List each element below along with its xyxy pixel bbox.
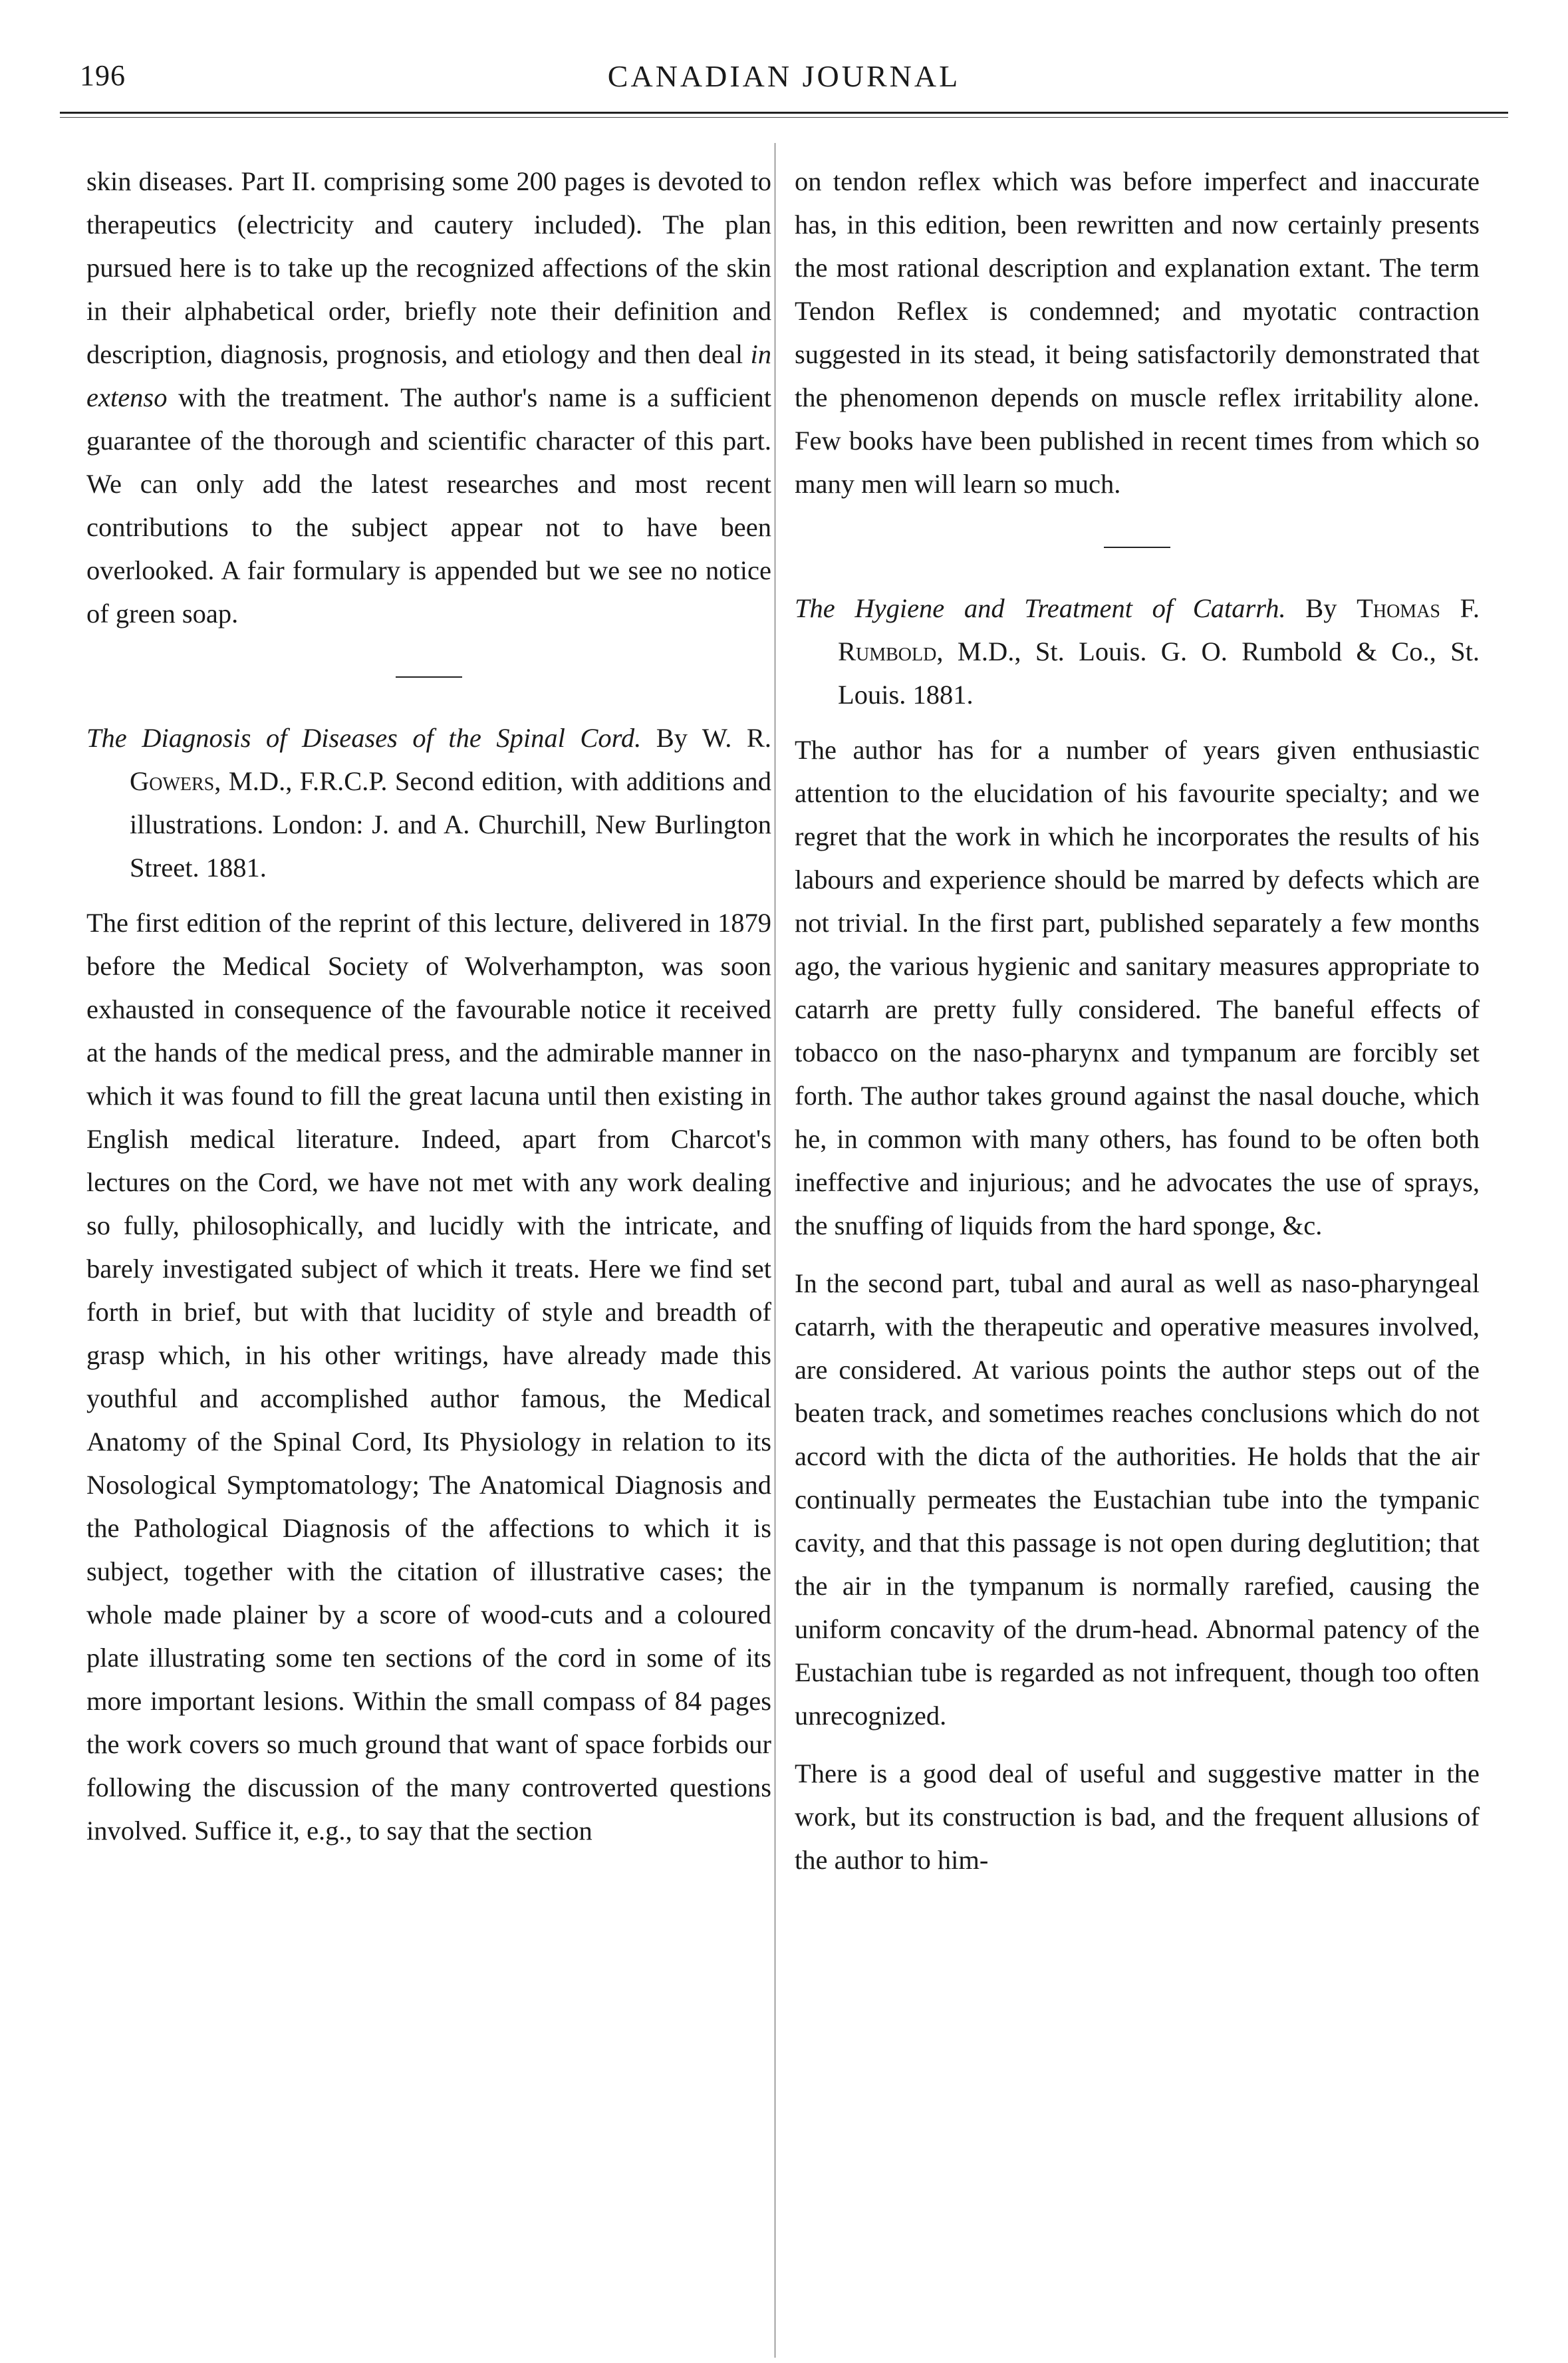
page-header	[53, 59, 1515, 118]
section-separator	[1104, 547, 1170, 548]
header-rule-thin	[60, 117, 1508, 118]
review-publication: , M.D., St. Louis. G. O. Rumbold & Co., St. Louis. 1881.	[838, 636, 1480, 710]
review-title: The Hygiene and Treatment of Catarrh.	[795, 593, 1286, 623]
review-heading-catarrh	[795, 587, 1480, 716]
section-separator	[396, 676, 462, 678]
right-paragraph-1: on tendon reflex which was before imperfect and inaccurate has, in this edition, been rewritten and now certainly presents the most rational description and explanation extant. The term Tendon Reflex is condemned; and myotatic contraction suggested in its stead, it being satisfactorily demonstrated that the phenomenon depends on muscle reflex irritability alone. Few books have been published in recent times from which so many men will learn so much.	[795, 166, 1480, 499]
page-number: 196	[80, 59, 126, 92]
right-paragraph-4: There is a good deal of useful and suggestive matter in the work, but its construction is bad, and the frequent allusions of the author to him-	[795, 1758, 1480, 1875]
text-run: By	[1285, 593, 1357, 623]
right-column	[795, 160, 1480, 1881]
text-run: By W. R.	[641, 723, 771, 753]
right-paragraph-3: In the second part, tubal and aural as well as naso-pharyngeal catarrh, with the therapeutic and operative measures involved, are considered. At various points the author steps out of the beaten track, and sometimes reaches conclusions which do not accord with the dicta of the authorities. He holds that the air continually permeates the Eustachian tube into the tympanic cavity, and that this passage is not open during deglutition; that the air in the tympanum is normally rarefied, causing the uniform concavity of the drum-head. Abnormal patency of the Eustachian tube is regarded as not infrequent, though too often unrecognized.	[795, 1268, 1480, 1731]
review-author: Thomas F. Rumbold	[838, 593, 1480, 666]
left-paragraph-1	[86, 160, 771, 635]
italic-run: in extenso	[86, 339, 771, 412]
left-column	[86, 160, 771, 1852]
review-author: Gowers	[130, 766, 215, 796]
journal-title: CANADIAN JOURNAL	[607, 59, 961, 93]
review-heading-spinal-cord	[86, 716, 771, 889]
left-paragraph-2: The first edition of the reprint of this lecture, delivered in 1879 before the Medical Society of Wolverhampton, was soon exhausted in consequence of the favourable notice it received at the hands of the medical press, and the admirable manner in which it was found to fill the great lacuna until then existing in English medical literature. Indeed, apart from Charcot's lectures on the Cord, we have not met with any work dealing so fully, philosophically, and lucidly with the intricate, and barely investigated subject of which it treats. Here we find set forth in brief, but with that lucidity of style and breadth of grasp which, in his other writings, have already made this youthful and accomplished author famous, the Medical Anatomy of the Spinal Cord, Its Physiology in relation to its Nosological Symptomatology; The Anatomical Diagnosis and the Pathological Diagnosis of the affections to which it is subject, together with the citation of illustrative cases; the whole made plainer by a score of wood-cuts and a coloured plate illustrating some ten sections of the cord in some of its more important lesions. Within the small compass of 84 pages the work covers so much ground that want of space forbids our following the discussion of the many controverted questions involved. Suffice it, e.g., to say that the section	[86, 908, 771, 1846]
review-title: The Diagnosis of Diseases of the Spinal Cord.	[86, 723, 642, 753]
right-paragraph-2: The author has for a number of years given enthusiastic attention to the elucidation of his favourite specialty; and we regret that the work in which he incorporates the results of his labours and experience should be marred by defects which are not trivial. In the first part, published separately a few months ago, the various hygienic and sanitary measures appropriate to catarrh are pretty fully considered. The baneful effects of tobacco on the naso-pharynx and tympanum are forcibly set forth. The author takes ground against the nasal douche, which he, in common with many others, has found to be often both ineffective and injurious; and he advocates the use of sprays, the snuffing of liquids from the hard sponge, &c.	[795, 735, 1480, 1240]
text-run: with the treatment. The author's name is a sufficient guarantee of the thorough and scientific character of this part. We can only add the latest researches and most recent contributions to the subject appear not to have been overlooked. A fair formulary is appended but we see no notice of green soap.	[86, 382, 771, 628]
text-run: skin diseases. Part II. comprising some 200 pages is devoted to therapeutics (electricity and cautery included). The plan pursued here is to take up the recognized affections of the skin in their alphabetical order, briefly note their definition and description, diagnosis, prognosis, and etiology and then deal	[86, 166, 771, 369]
header-rule	[60, 112, 1508, 114]
review-publication: , M.D., F.R.C.P. Second edition, with additions and illustrations. London: J. and A. Churchill, New Burlington Street. 1881.	[130, 766, 771, 883]
